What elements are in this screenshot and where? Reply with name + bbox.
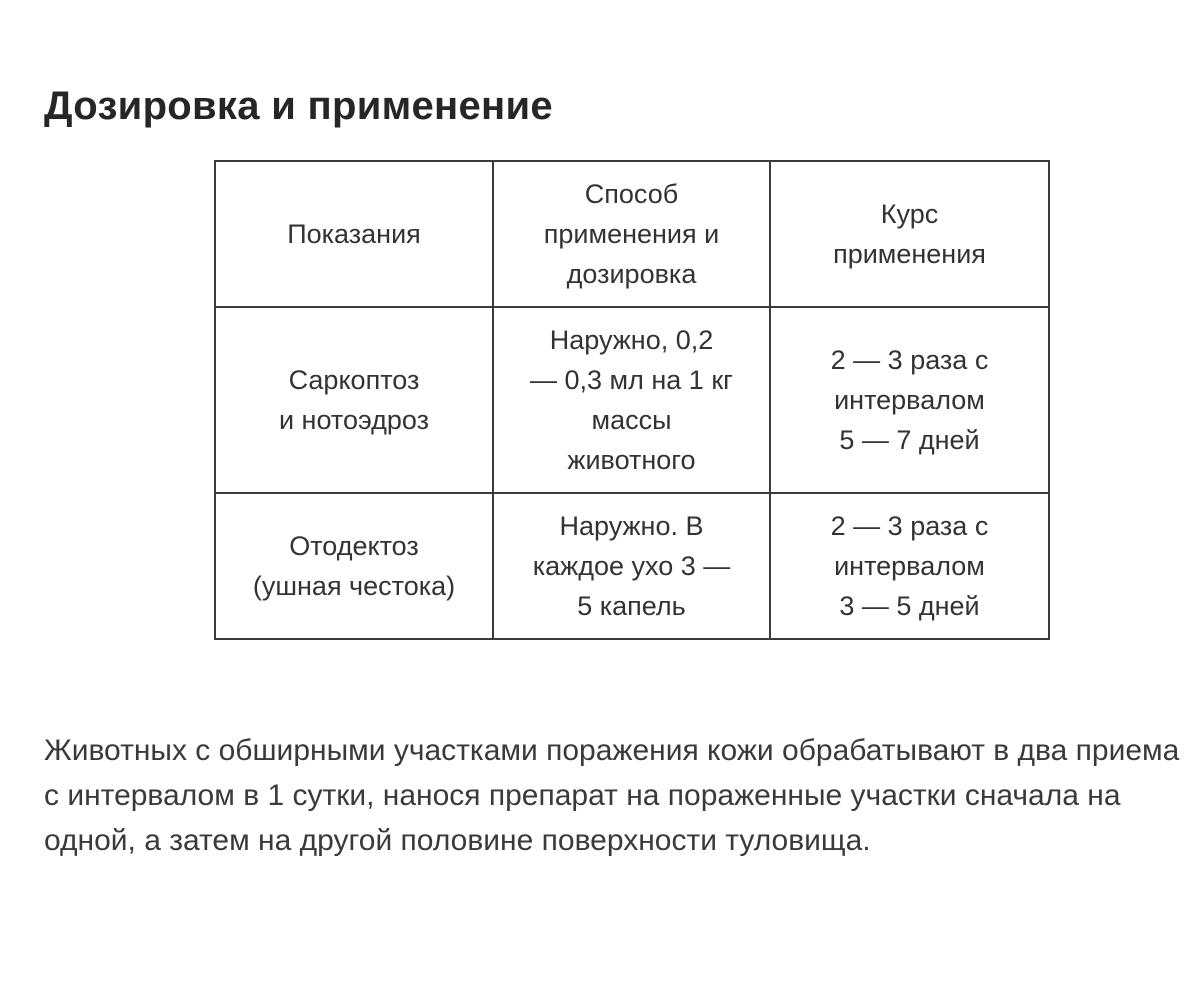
page-title: Дозировка и применение [44,84,553,128]
cell-text: 2 — 3 раза с интервалом 5 — 7 дней [830,345,989,455]
cell-text: Саркоптоз и нотоэдроз [278,365,430,435]
cell-text: Отодектоз (ушная честока) [252,531,456,601]
table-cell-course [770,307,1049,493]
header-indications-label: Показания [287,219,421,249]
header-course [770,161,1049,307]
header-method-dosage-label: Способ применения и дозировка [543,179,720,289]
cell-text: 2 — 3 раза с интервалом 3 — 5 дней [830,511,989,621]
header-indications [215,161,493,307]
header-course-label: Курс применения [833,199,986,269]
table-cell-dosage [493,307,770,493]
note-paragraph: Животных с обширными участками поражения кожи обрабатывают в два приема с интервалом в 1 сутки, нанося препарат на пораженные участки сначала на одной, а затем на другой половине поверхности туловища. [44,734,1180,857]
table-cell-indication [215,493,493,639]
table-header-row [215,161,1049,307]
header-method-dosage [493,161,770,307]
cell-text: Наружно. В каждое ухо 3 — 5 капель [532,511,731,621]
cell-text: Наружно, 0,2 — 0,3 мл на 1 кг массы животного [530,325,733,475]
table-cell-course [770,493,1049,639]
table-row [215,493,1049,639]
table-row [215,307,1049,493]
dosage-table [214,160,1050,640]
table-cell-dosage [493,493,770,639]
table-cell-indication [215,307,493,493]
